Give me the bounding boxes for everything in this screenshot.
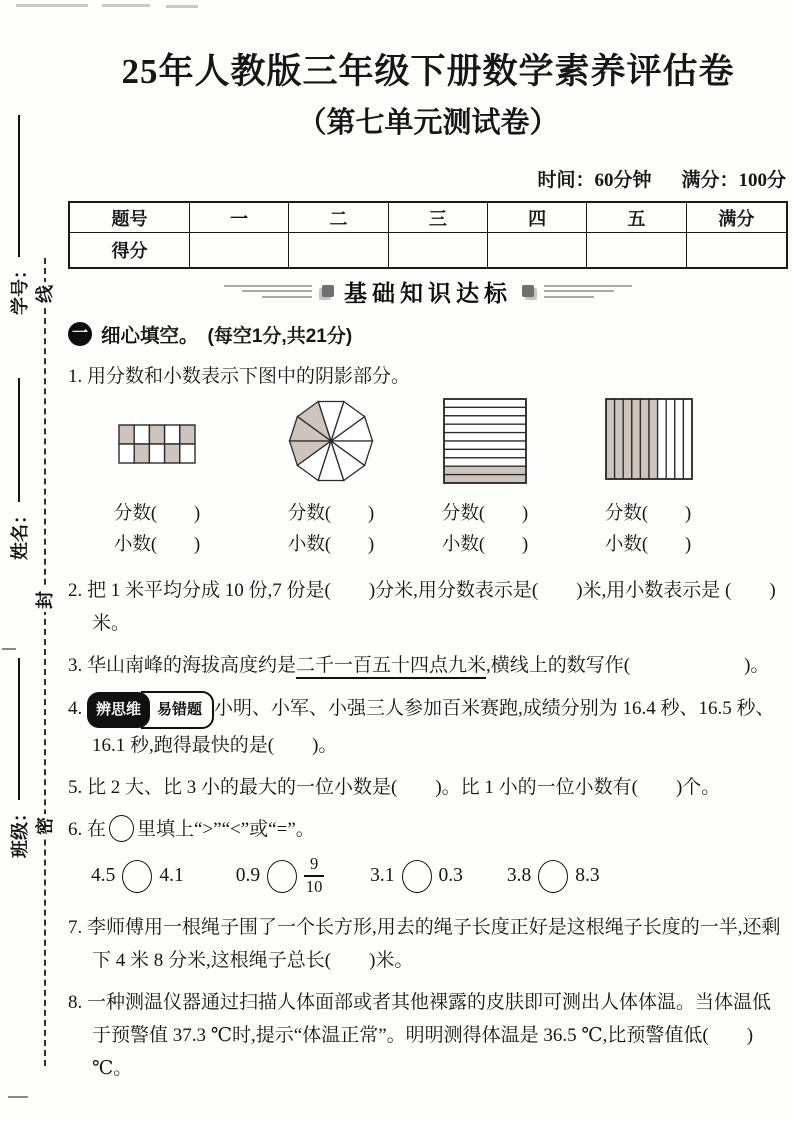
score-cell — [687, 233, 786, 267]
numerator: 9 — [310, 854, 319, 874]
full-score: 满分：100分 — [681, 170, 786, 191]
student-id-field — [6, 105, 32, 315]
class-blank-line — [18, 658, 20, 800]
question-3-prefix: 3. 华山南峰的海拔高度约是 — [68, 655, 297, 676]
question-5: 5. 比 2 大、比 3 小的最大的一位小数是( )。比 1 小的一位小数有( )个。 — [68, 777, 721, 798]
score-row-label: 得分 — [70, 233, 190, 267]
seal-char-feng: 封 — [33, 588, 57, 612]
part-number-icon: 一 — [68, 322, 92, 346]
class-label: 班级： — [10, 804, 30, 858]
score-table-col: 二 — [289, 203, 388, 233]
score-cell — [488, 233, 587, 267]
figure-decagon — [287, 397, 375, 485]
right-value: 8.3 — [575, 865, 600, 886]
comparison-circle — [122, 860, 152, 893]
score-table — [68, 201, 788, 269]
banner-title: 基础知识达标 — [344, 279, 512, 306]
cube-icon — [322, 285, 334, 297]
score-table-col: 四 — [488, 203, 587, 233]
score-table-header: 题号 — [70, 203, 190, 233]
left-value: 4.5 — [91, 865, 116, 886]
right-value: 4.1 — [159, 865, 184, 886]
score-table-col: 满分 — [687, 203, 786, 233]
question-2: 2. 把 1 米平均分成 10 份,7 份是( )分米,用分数表示是( )米,用小数表示是 ( )米。 — [68, 580, 776, 634]
fold-mark — [2, 648, 16, 650]
question-6 — [68, 813, 788, 846]
question-1: 1. 用分数和小数表示下图中的阴影部分。 — [68, 366, 411, 387]
question-3-suffix: ,横线上的数写作( )。 — [486, 655, 770, 676]
seal-char-xian: 线 — [33, 282, 57, 306]
fold-mark — [8, 1096, 28, 1098]
comparison-circle — [538, 860, 568, 893]
question-4-text: 小明、小军、小强三人参加百米赛跑,成绩分别为 16.4 秒、16.5 秒、16.1 秒,跑得最快的是( )。 — [92, 698, 775, 756]
error-prone-badge: 易错题 — [141, 691, 214, 729]
fraction-blank: 分数( ) — [604, 504, 692, 524]
question-6-comparisons — [68, 850, 788, 902]
answer-label-block — [91, 499, 223, 561]
speed-lines-icon — [220, 281, 312, 301]
decimal-blank: 小数( ) — [441, 535, 529, 555]
student-id-blank-line — [18, 115, 20, 257]
question-1-figures — [68, 395, 788, 495]
comparison-circle — [267, 860, 297, 893]
question-7: 7. 李师傅用一根绳子围了一个长方形,用去的绳子长度正好是这根绳子长度的一半,还剩下 4 米 8 分米,这根绳子总长( )米。 — [68, 917, 781, 971]
speed-lines-icon — [544, 281, 636, 301]
class-field — [6, 648, 32, 858]
question-3-underlined-number: 二千一百五十四点九米 — [296, 655, 486, 679]
question-6-prefix: 6. 在 — [68, 819, 107, 840]
answer-label-block — [582, 499, 714, 561]
score-cell — [587, 233, 686, 267]
comparison-circle — [402, 860, 432, 893]
answer-label-block — [419, 499, 551, 561]
fraction-value — [304, 855, 324, 897]
comparison-item — [236, 855, 324, 897]
seal-char-mi: 密 — [33, 814, 57, 838]
figure-horizontal-strips — [443, 398, 527, 484]
score-table-col: 五 — [587, 203, 686, 233]
part-score-note: (每空1分,共21分) — [207, 325, 353, 347]
question-4-number: 4. — [68, 698, 83, 719]
fraction-blank: 分数( ) — [287, 504, 375, 524]
main-content — [68, 0, 788, 1085]
part-one-header — [68, 320, 788, 348]
seal-dashed-line — [44, 258, 46, 1066]
name-blank-line — [18, 378, 20, 502]
answer-label-block — [265, 499, 397, 561]
fraction-blank: 分数( ) — [113, 504, 201, 524]
question-4 — [68, 691, 788, 762]
score-cell — [190, 233, 289, 267]
comparison-item — [91, 860, 184, 893]
paper-subtitle: （第七单元测试卷） — [297, 107, 559, 139]
left-value: 3.1 — [370, 865, 395, 886]
figure-vertical-strips — [605, 398, 693, 480]
comparison-item — [370, 860, 463, 893]
question-8: 8. 一种测温仪器通过扫描人体面部或者其他裸露的皮肤即可测出人体体温。当体温低于预警值 37.3 ℃时,提示“体温正常”。明明测得体温是 36.5 ℃,比预警值低( )℃。 — [68, 992, 772, 1079]
left-value: 3.8 — [506, 865, 532, 886]
question-6-suffix: 里填上“>”“<”或“=”。 — [137, 819, 315, 840]
cube-icon — [522, 285, 534, 297]
section-banner — [68, 276, 788, 306]
score-cell — [389, 233, 488, 267]
decimal-blank: 小数( ) — [113, 535, 201, 555]
time-limit: 时间：60分钟 — [537, 170, 652, 191]
name-label: 姓名： — [10, 506, 30, 560]
question-3 — [68, 649, 788, 682]
exam-info-line — [68, 165, 788, 192]
left-value: 0.9 — [235, 865, 261, 886]
thinking-badge: 辨思维 — [87, 692, 150, 728]
score-table-col: 一 — [190, 203, 289, 233]
comparison-circle-icon — [109, 815, 134, 842]
paper-title: 25年人教版三年级下册数学素养评估卷 — [121, 52, 735, 91]
decimal-blank: 小数( ) — [287, 535, 375, 555]
student-id-label: 学号： — [10, 261, 30, 315]
figure-grid-rectangle — [118, 424, 196, 464]
right-value: 0.3 — [438, 865, 463, 886]
fraction-blank: 分数( ) — [441, 504, 529, 524]
score-cell — [289, 233, 388, 267]
comparison-item — [507, 860, 600, 893]
decimal-blank: 小数( ) — [604, 535, 692, 555]
part-title: 细心填空。 — [101, 325, 199, 347]
name-field — [6, 368, 32, 560]
denominator: 10 — [305, 877, 323, 896]
score-table-col: 三 — [389, 203, 488, 233]
question-1-answer-labels — [68, 499, 788, 565]
